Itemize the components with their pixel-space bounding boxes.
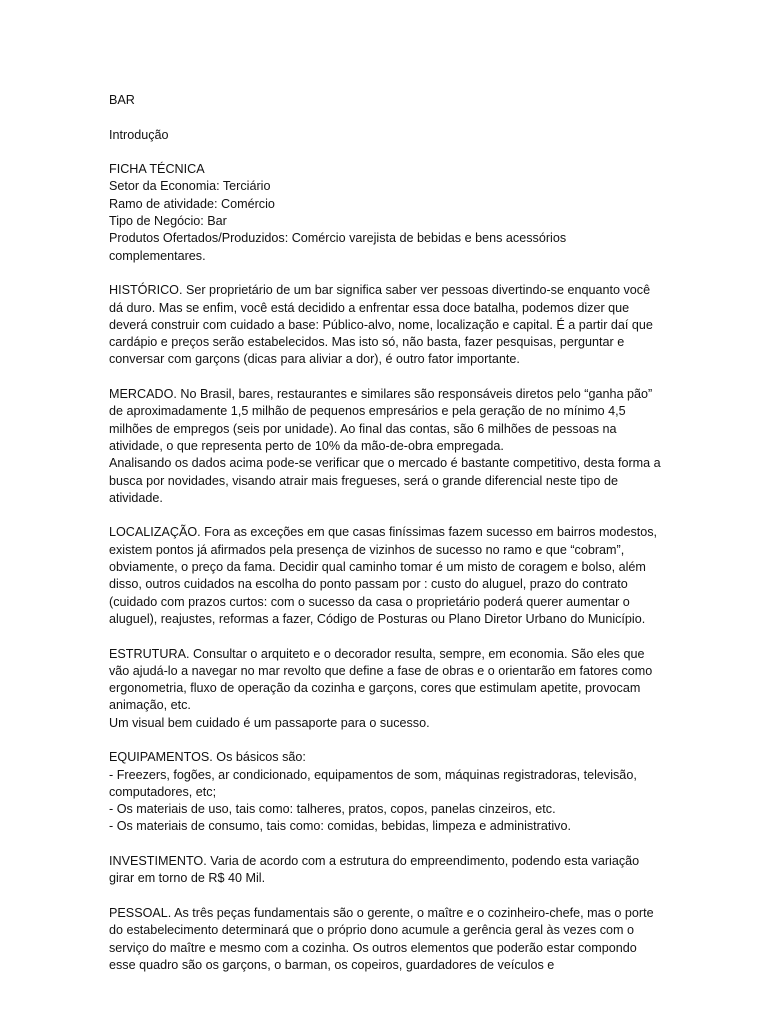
estrutura-paragraph-1: ESTRUTURA. Consultar o arquiteto e o decorador resulta, sempre, em economia. São eles que vão ajudá-lo a navegar no mar revolto que define a fase de obras e o orientarão em fatores como ergonometria, fluxo de operação da cozinha e garçons, cores que estimulam apetite, provocam animação, etc. <box>109 646 653 713</box>
ficha-ramo: Ramo de atividade: Comércio <box>109 196 275 211</box>
mercado-paragraph-2: Analisando os dados acima pode-se verificar que o mercado é bastante competitivo, desta forma a busca por novidades, visando atrair mais fregueses, será o grande diferencial neste tipo de atividade. <box>109 456 661 505</box>
equipamentos-heading: EQUIPAMENTOS. Os básicos são: <box>109 750 306 765</box>
equipamentos-item-3: - Os materiais de consumo, tais como: comidas, bebidas, limpeza e administrativo. <box>109 819 571 834</box>
historico-paragraph: HISTÓRICO. Ser proprietário de um bar significa saber ver pessoas divertindo-se enquanto você dá duro. Mas se enfim, você está decidido a enfrentar essa doce batalha, podemos dizer que deverá construir com cuidado a base: Público-alvo, nome, localização e capital. É a partir daí que cardápio e preços serão estabelecidos. Mas isto só, não basta, fazer pesquisas, perguntar e conversar com garçons (dicas para aliviar a dor), é outro fator importante. <box>109 283 653 367</box>
pessoal-paragraph: PESSOAL. As três peças fundamentais são o gerente, o maître e o cozinheiro-chefe, mas o porte do estabelecimento determinará que o próprio dono acumule a gerência geral às vezes com o serviço do maître e mesmo com a cozinha. Os outros elementos que poderão estar compondo esse quadro são os garçons, o barman, os copeiros, guardadores de veículos e <box>109 905 654 972</box>
ficha-tipo: Tipo de Negócio: Bar <box>109 214 227 229</box>
document-page <box>109 92 661 974</box>
ficha-heading: FICHA TÉCNICA <box>109 162 205 177</box>
intro-heading: Introdução <box>109 127 169 142</box>
mercado-paragraph-1: MERCADO. No Brasil, bares, restaurantes e similares são responsáveis diretos pelo “ganha pão” de aproximadamente 1,5 milhão de pequenos empresários e pela geração de no mínimo 4,5 milhões de empregos (seis por unidade). Ao final das contas, são 6 milhões de pessoas na atividade, o que representa perto de 10% da mão-de-obra empregada. <box>109 387 653 453</box>
ficha-produtos: Produtos Ofertados/Produzidos: Comércio varejista de bebidas e bens acessórios complementares. <box>109 231 567 263</box>
document-title: BAR <box>109 93 135 107</box>
equipamentos-item-2: - Os materiais de uso, tais como: talheres, pratos, copos, panelas cinzeiros, etc. <box>109 802 556 817</box>
ficha-setor: Setor da Economia: Terciário <box>109 179 271 194</box>
localizacao-paragraph: LOCALIZAÇÃO. Fora as exceções em que casas finíssimas fazem sucesso em bairros modestos, existem pontos já afirmados pela presença de vizinhos de sucesso no ramo e que “cobram”, obviamente, o preço da fama. Decidir qual caminho tomar é um misto de coragem e bolso, além disso, outros cuidados na escolha do ponto passam por : custo do aluguel, prazo do contrato (cuidado com prazos curtos: com o sucesso da casa o proprietário poderá querer aumentar o aluguel), reajustes, reformas a fazer, Código de Posturas ou Plano Diretor Urbano do Município. <box>109 525 658 626</box>
equipamentos-item-1: - Freezers, fogões, ar condicionado, equipamentos de som, máquinas registradoras, televisão, computadores, etc; <box>109 767 637 799</box>
investimento-paragraph: INVESTIMENTO. Varia de acordo com a estrutura do empreendimento, podendo esta variação girar em torno de R$ 40 Mil. <box>109 854 640 886</box>
estrutura-paragraph-2: Um visual bem cuidado é um passaporte para o sucesso. <box>109 715 430 730</box>
